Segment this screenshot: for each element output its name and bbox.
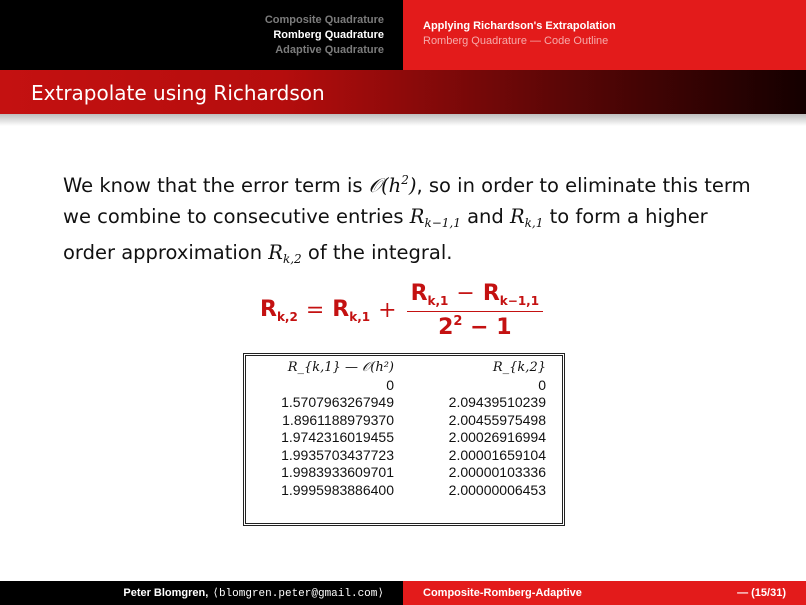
table-cell: 2.00000103336	[448, 464, 546, 480]
frame-title-bar	[0, 70, 806, 114]
nav-subsection-richardson[interactable]: Applying Richardson's Extrapolation	[423, 20, 616, 32]
math-r-k-2	[268, 241, 301, 264]
h-exponent: 2	[401, 173, 409, 187]
title-shadow	[0, 114, 806, 126]
den-rest: − 1	[462, 314, 512, 340]
r-subscript: k,2	[282, 252, 302, 266]
footer-title-panel	[403, 581, 806, 605]
table-cell: 1.9995983886400	[281, 481, 394, 498]
den-exponent: 2	[453, 313, 463, 329]
footer-short-title: Composite-Romberg-Adaptive	[423, 587, 582, 599]
big-o-symbol: 𝒪	[368, 174, 382, 197]
equals-sign: =	[305, 297, 325, 323]
para-text-5: of the integral.	[301, 241, 453, 264]
frame-title: Extrapolate using Richardson	[31, 81, 325, 105]
table-cell: 1.9742316019455	[281, 429, 394, 445]
nav-section-adaptive-quadrature[interactable]: Adaptive Quadrature	[275, 43, 384, 56]
plus-sign: +	[378, 297, 397, 323]
subsection-navigation	[403, 0, 806, 70]
formula-r: R	[260, 296, 277, 322]
extrapolation-table-grid	[252, 359, 546, 499]
den-base: 2	[438, 314, 454, 340]
table-row	[252, 447, 546, 465]
table-cell: 1.9935703437723	[281, 446, 394, 463]
table-cell: 2.00455975498	[448, 411, 546, 428]
formula-sub: k−1,1	[499, 293, 540, 308]
table-row	[252, 412, 546, 430]
top-navigation	[0, 0, 806, 70]
formula-term	[332, 297, 370, 324]
para-text-1: We know that the error term is	[63, 174, 369, 197]
body-paragraph	[63, 165, 763, 275]
footer	[0, 581, 806, 605]
footer-page-number: — (15/31)	[737, 587, 786, 599]
minus-sign: −	[456, 280, 475, 306]
formula-r: R	[332, 296, 350, 322]
formula-sub: k,1	[349, 309, 371, 324]
formula-sub: k,1	[427, 293, 449, 308]
r-symbol: R	[409, 204, 425, 228]
table-cell: 2.00000006453	[448, 481, 546, 498]
table-cell: 1.8961188979370	[282, 411, 394, 428]
footer-author-panel	[0, 581, 403, 605]
footer-author: Peter Blomgren,	[123, 587, 209, 599]
table-row	[252, 377, 546, 395]
extrapolation-table	[243, 353, 565, 526]
table-cell: 2.09439510239	[448, 394, 546, 410]
richardson-formula	[260, 280, 543, 340]
table-row	[252, 464, 546, 482]
table-cell: 1.9983933609701	[281, 464, 394, 480]
h-symbol: h	[388, 174, 402, 197]
table-cell: 2.00001659104	[448, 446, 546, 463]
col-header-rk1: R_{k,1} — 𝒪(h²)	[287, 360, 394, 375]
formula-fraction	[407, 281, 544, 340]
table-header-row	[252, 359, 546, 377]
r-symbol: R	[509, 204, 525, 228]
table-cell: 2.00026916994	[448, 429, 546, 445]
nav-section-romberg-quadrature[interactable]: Romberg Quadrature	[273, 28, 384, 41]
nav-section-composite-quadrature[interactable]: Composite Quadrature	[264, 13, 384, 26]
table-cell: 1.5707963267949	[281, 394, 394, 410]
r-symbol: R	[268, 241, 283, 264]
table-cell: 0	[386, 376, 394, 393]
nav-subsection-code-outline[interactable]: Romberg Quadrature — Code Outline	[423, 35, 609, 47]
big-o-expression: $𝒪(h^2)$	[368, 173, 417, 197]
fraction-denominator	[438, 312, 511, 340]
para-text-2: , so in order to eliminate this term we combine to consecutive entries	[63, 174, 751, 228]
footer-email: ⟨blomgren.peter@gmail.com⟩	[212, 588, 384, 600]
math-r-km1-1	[410, 205, 461, 228]
formula-r: R	[410, 280, 428, 306]
section-navigation	[0, 0, 403, 70]
formula-r: R	[482, 280, 500, 306]
formula-lhs	[260, 297, 298, 324]
table-cell: 0	[538, 376, 546, 393]
table-row	[252, 482, 546, 500]
fraction-numerator	[407, 281, 544, 312]
r-subscript: k−1,1	[424, 215, 461, 230]
r-subscript: k,1	[524, 215, 544, 230]
math-r-k-1	[510, 205, 543, 228]
col-header-rk2: R_{k,2}	[492, 360, 546, 375]
para-text-4: to form a higher order approximation	[63, 204, 708, 264]
table-row	[252, 429, 546, 447]
formula-sub: k,2	[276, 309, 298, 324]
para-text-3: and	[460, 204, 510, 228]
table-row	[252, 394, 546, 412]
